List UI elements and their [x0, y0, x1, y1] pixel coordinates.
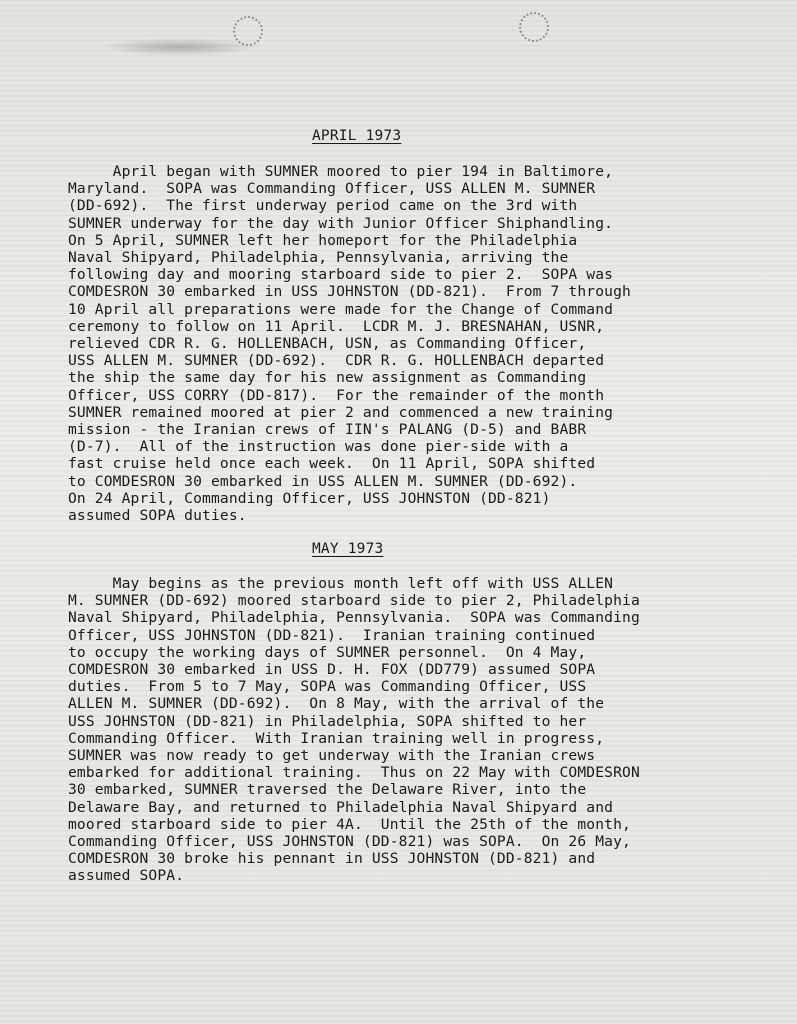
april-paragraph: April began with SUMNER moored to pier 194 in Baltimore, Maryland. SOPA was Commanding Officer, USS ALLEN M. SUMNER (DD-692). The first underway period came on the 3rd with SUMNER underway for the day with Junior Officer Shiphandling. On 5 April, SUMNER left her homeport for the Philadelphia Naval Shipyard, Philadelphia, Pennsylvania, arriving the following day and mooring starboard side to pier 2. SOPA was COMDESRON 30 embarked in USS JOHNSTON (DD-821). From 7 through 10 April all preparations were made for the Change of Command ceremony to follow on 11 April. LCDR M. J. BRESNAHAN, USNR, relieved CDR R. G. HOLLENBACH, USN, as Commanding Officer, USS ALLEN M. SUMNER (DD-692). CDR R. G. HOLLENBACH departed the ship the same day for his new assignment as Commanding Officer, USS CORRY (DD-817). For the remainder of the month SUMNER remained moored at pier 2 and commenced a new training mission - the Iranian crews of IIN's PALANG (D-5) and BABR (D-7). All of the instruction was done pier-side with a fast cruise held once each week. On 11 April, SOPA shifted to COMDESRON 30 embarked in USS ALLEN M. SUMNER (DD-692). On 24 April, Commanding Officer, USS JOHNSTON (DD-821) assumed SOPA duties.: [68, 163, 631, 525]
may-paragraph: May begins as the previous month left off with USS ALLEN M. SUMNER (DD-692) moored starboard side to pier 2, Philadelphia Naval Shipyard, Philadelphia, Pennsylvania. SOPA was Commanding Officer, USS JOHNSTON (DD-821). Iranian training continued to occupy the working days of SUMNER personnel. On 4 May, COMDESRON 30 embarked in USS D. H. FOX (DD779) assumed SOPA duties. From 5 to 7 May, SOPA was Commanding Officer, USS ALLEN M. SUMNER (DD-692). On 8 May, with the arrival of the USS JOHNSTON (DD-821) in Philadelphia, SOPA shifted to her Commanding Officer. With Iranian training well in progress, SUMNER was now ready to get underway with the Iranian crews embarked for additional training. Thus on 22 May with COMDESRON 30 embarked, SUMNER traversed the Delaware River, into the Delaware Bay, and returned to Philadelphia Naval Shipyard and moored starboard side to pier 4A. Until the 25th of the month, Commanding Officer, USS JOHNSTON (DD-821) was SOPA. On 26 May, COMDESRON 30 broke his pennant in USS JOHNSTON (DD-821) and assumed SOPA.: [68, 575, 640, 885]
punch-hole-right: [519, 12, 549, 42]
may-heading: MAY 1973: [312, 541, 384, 557]
scan-smudge: [100, 38, 260, 56]
april-heading: APRIL 1973: [312, 128, 402, 144]
